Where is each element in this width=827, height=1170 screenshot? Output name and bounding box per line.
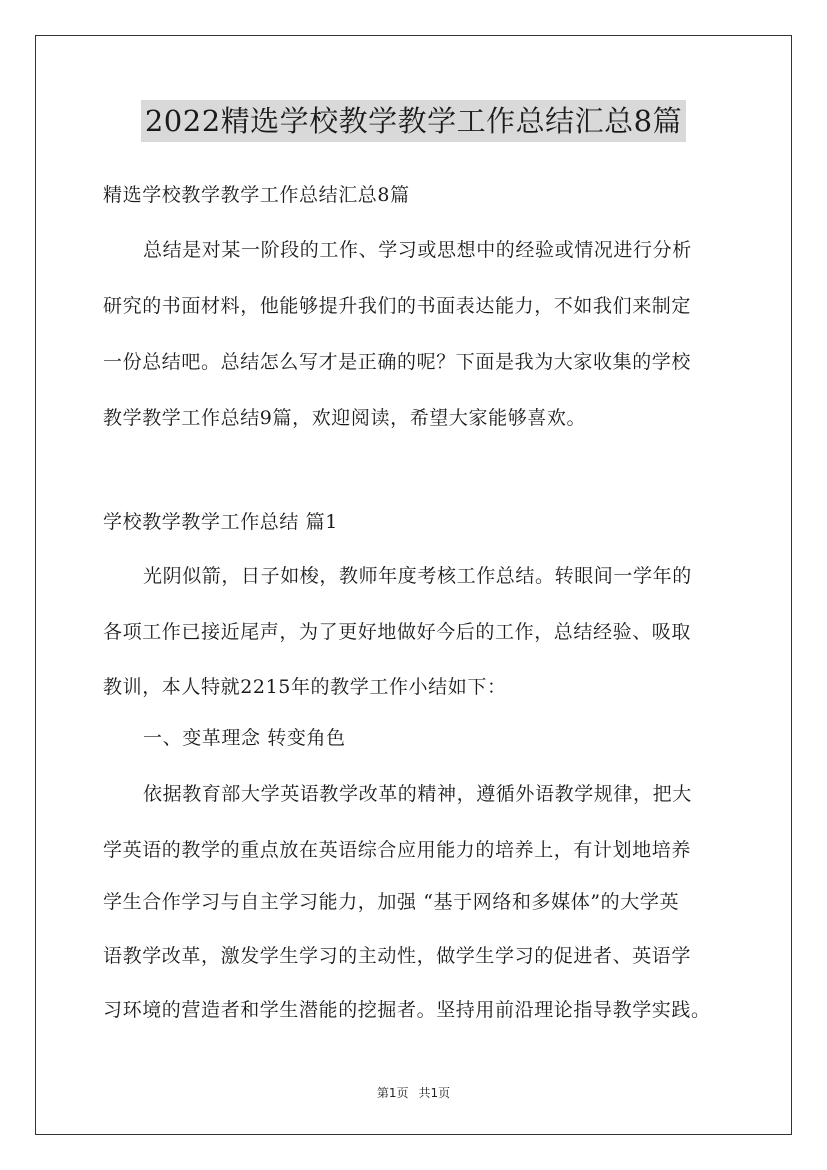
- section-heading: 学校教学教学工作总结 篇1: [103, 511, 338, 533]
- document-title: 2022精选学校教学教学工作总结汇总8篇: [141, 100, 686, 142]
- section-line-3: 教训，本人特就2215年的教学工作小结如下：: [103, 676, 507, 698]
- body-line-4: 语教学改革，激发学生学习的主动性，做学生学习的促进者、英语学: [103, 945, 692, 967]
- document-subtitle: 精选学校教学教学工作总结汇总8篇: [103, 184, 410, 206]
- body-line-3: 学生合作学习与自主学习能力，加强 “基于网络和多媒体”的大学英: [103, 891, 680, 913]
- page-number: 第1页: [376, 1086, 409, 1100]
- page-total: 共1页: [418, 1086, 451, 1100]
- intro-line-1: 总结是对某一阶段的工作、学习或思想中的经验或情况进行分析: [143, 239, 692, 261]
- intro-line-3: 一份总结吧。总结怎么写才是正确的呢？下面是我为大家收集的学校: [103, 351, 692, 373]
- intro-line-4: 教学教学工作总结9篇，欢迎阅读，希望大家能够喜欢。: [103, 407, 587, 429]
- body-line-2: 学英语的教学的重点放在英语综合应用能力的培养上，有计划地培养: [103, 839, 692, 861]
- title-container: [0, 100, 827, 142]
- sub-heading: 一、变革理念 转变角色: [143, 727, 346, 749]
- section-line-2: 各项工作已接近尾声，为了更好地做好今后的工作，总结经验、吸取: [103, 621, 692, 643]
- intro-line-2: 研究的书面材料，他能够提升我们的书面表达能力，不如我们来制定: [103, 295, 692, 317]
- body-line-1: 依据教育部大学英语教学改革的精神，遵循外语教学规律，把大: [143, 783, 692, 805]
- section-line-1: 光阴似箭，日子如梭，教师年度考核工作总结。转眼间一学年的: [143, 565, 692, 587]
- page-footer: [0, 1084, 827, 1101]
- body-line-5: 习环境的营造者和学生潜能的挖掘者。坚持用前沿理论指导教学实践。: [103, 999, 711, 1021]
